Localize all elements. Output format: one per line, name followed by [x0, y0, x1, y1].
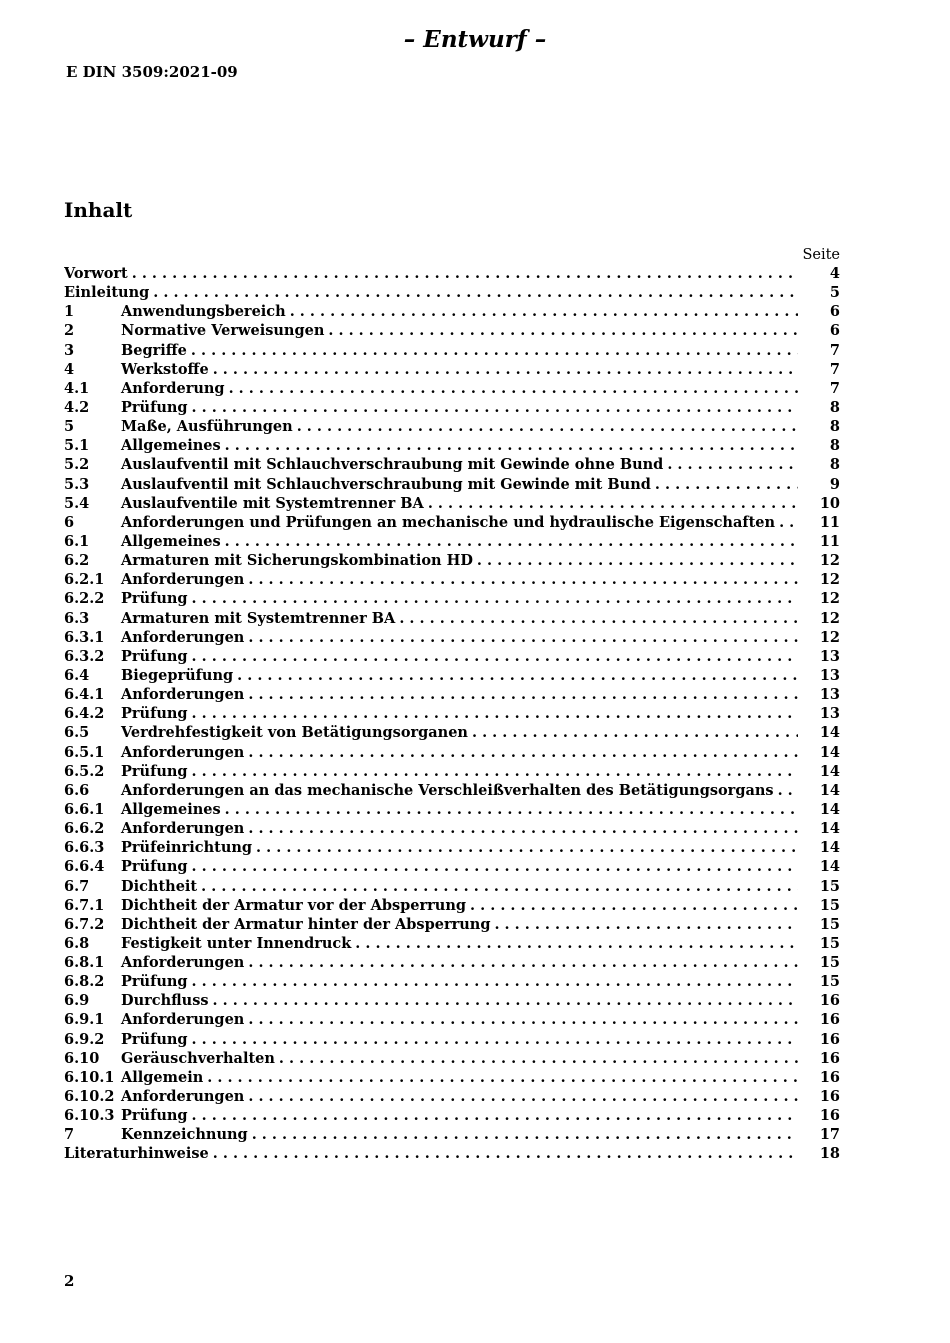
toc-entry-title: Allgemeines	[121, 800, 221, 818]
toc-dot-leader	[153, 283, 798, 302]
toc-entry-title: Auslaufventile mit Systemtrenner BA	[121, 494, 424, 512]
toc-dot-leader	[248, 953, 798, 972]
toc-entry-title: Anforderungen	[121, 686, 245, 704]
toc-entry[interactable]	[64, 379, 840, 398]
toc-entry-page: 13	[819, 705, 840, 723]
toc-entry-title: Auslaufventil mit Schlauchverschraubung mit Gewinde ohne Bund	[121, 456, 664, 474]
page-number: 2	[64, 1272, 75, 1290]
toc-entry-page: 13	[819, 666, 840, 684]
toc-entry-title: Prüfung	[121, 858, 188, 876]
toc-entry-page: 15	[819, 877, 840, 895]
toc-entry-page: 14	[819, 800, 840, 818]
toc-entry[interactable]	[64, 417, 840, 436]
toc-entry-title: Armaturen mit Systemtrenner BA	[121, 609, 396, 627]
toc-entry[interactable]	[64, 991, 840, 1010]
toc-entry[interactable]	[64, 570, 840, 589]
toc-entry[interactable]	[64, 877, 840, 896]
toc-entry-page: 11	[819, 532, 840, 550]
toc-entry-title: Prüfung	[121, 762, 188, 780]
toc-entry[interactable]	[64, 723, 840, 742]
toc-entry-title: Anwendungsbereich	[121, 303, 286, 321]
toc-dot-leader	[428, 494, 798, 513]
toc-entry-page: 14	[819, 743, 840, 761]
toc-dot-leader	[201, 877, 798, 896]
toc-entry-number: 6.6.2	[64, 820, 105, 838]
toc-entry-number: 6.8.2	[64, 973, 105, 991]
toc-entry-number: 6.6.4	[64, 858, 105, 876]
toc-entry[interactable]	[64, 436, 840, 455]
toc-dot-leader	[192, 762, 798, 781]
toc-entry-number: 6.4.1	[64, 686, 105, 704]
toc-entry-page: 16	[819, 1011, 840, 1029]
toc-entry-number: 5.4	[64, 494, 90, 512]
toc-entry[interactable]	[64, 589, 840, 608]
toc-entry-number: 1	[64, 303, 75, 321]
toc-entry-number: 6.6	[64, 781, 90, 799]
toc-dot-leader	[213, 360, 798, 379]
toc-entry-number: 7	[64, 1126, 75, 1144]
toc-entry-number: 5.3	[64, 475, 90, 493]
toc-entry-page: 8	[829, 437, 840, 455]
toc-entry[interactable]	[64, 934, 840, 953]
table-of-contents	[64, 264, 840, 1164]
toc-dot-leader	[248, 570, 798, 589]
toc-entry-title: Allgemeines	[121, 532, 221, 550]
toc-entry-number: 6.4	[64, 666, 90, 684]
toc-entry-page: 5	[829, 284, 840, 302]
toc-entry-page: 14	[819, 762, 840, 780]
toc-entry-title: Prüfung	[121, 1107, 188, 1125]
toc-entry-page: 16	[819, 992, 840, 1010]
toc-entry-page: 9	[829, 475, 840, 493]
toc-entry-number: 6.7.2	[64, 915, 105, 933]
toc-entry[interactable]	[64, 1049, 840, 1068]
toc-entry-title: Prüfung	[121, 647, 188, 665]
toc-entry-title: Biegeprüfung	[121, 666, 234, 684]
toc-entry[interactable]	[64, 704, 840, 723]
toc-entry-title: Literaturhinweise	[64, 1145, 209, 1163]
toc-entry-page: 12	[819, 590, 840, 608]
toc-entry-page: 11	[819, 513, 840, 531]
toc-entry-title: Anforderungen	[121, 954, 245, 972]
toc-entry-page: 14	[819, 839, 840, 857]
toc-entry-page: 15	[819, 915, 840, 933]
toc-entry-title: Prüfung	[121, 1030, 188, 1048]
toc-dot-leader	[192, 647, 798, 666]
toc-entry-title: Auslaufventil mit Schlauchverschraubung mit Gewinde mit Bund	[121, 475, 651, 493]
toc-entry-title: Dichtheit der Armatur hinter der Absperrung	[121, 915, 491, 933]
toc-entry[interactable]	[64, 1106, 840, 1125]
toc-entry-page: 16	[819, 1049, 840, 1067]
toc-entry[interactable]	[64, 398, 840, 417]
toc-dot-leader	[192, 1106, 798, 1125]
toc-entry-number: 6.3.2	[64, 647, 105, 665]
toc-entry-page: 16	[819, 1107, 840, 1125]
toc-dot-leader	[207, 1068, 798, 1087]
toc-entry-title: Prüfung	[121, 590, 188, 608]
toc-entry-number: 6.5.2	[64, 762, 105, 780]
toc-entry-title: Maße, Ausführungen	[121, 418, 293, 436]
toc-entry-page: 10	[819, 494, 840, 512]
toc-entry-title: Anforderungen	[121, 743, 245, 761]
toc-entry[interactable]	[64, 360, 840, 379]
toc-entry-title: Prüfung	[121, 973, 188, 991]
toc-entry-page: 14	[819, 820, 840, 838]
toc-entry-page: 6	[829, 303, 840, 321]
toc-dot-leader	[248, 1010, 798, 1029]
toc-entry-title: Prüfung	[121, 398, 188, 416]
toc-dot-leader	[248, 743, 798, 762]
toc-entry[interactable]	[64, 494, 840, 513]
toc-dot-leader	[192, 972, 798, 991]
toc-dot-leader	[252, 1125, 798, 1144]
toc-dot-leader	[192, 1030, 798, 1049]
toc-entry[interactable]	[64, 532, 840, 551]
toc-entry-page: 4	[829, 265, 840, 282]
toc-entry-number: 6.2.1	[64, 571, 105, 589]
toc-entry-number: 6.6.3	[64, 839, 105, 857]
toc-entry[interactable]	[64, 302, 840, 321]
toc-entry-title: Vorwort	[64, 265, 128, 282]
toc-entry[interactable]	[64, 513, 840, 532]
toc-dot-leader	[477, 551, 798, 570]
toc-entry[interactable]	[64, 685, 840, 704]
toc-dot-leader	[192, 589, 798, 608]
toc-entry-page: 14	[819, 724, 840, 742]
toc-entry-number: 6	[64, 513, 75, 531]
toc-entry[interactable]	[64, 953, 840, 972]
toc-dot-leader	[191, 341, 798, 360]
toc-entry[interactable]	[64, 857, 840, 876]
toc-entry-page: 15	[819, 934, 840, 952]
toc-entry-number: 6.5.1	[64, 743, 105, 761]
toc-entry-number: 5.1	[64, 437, 90, 455]
toc-entry[interactable]	[64, 781, 840, 800]
toc-dot-leader	[248, 819, 798, 838]
toc-entry-number: 6.3	[64, 609, 90, 627]
toc-entry[interactable]	[64, 475, 840, 494]
toc-entry-title: Begriffe	[121, 341, 187, 359]
toc-entry-page: 15	[819, 954, 840, 972]
toc-entry-page: 13	[819, 647, 840, 665]
toc-entry[interactable]	[64, 341, 840, 360]
toc-entry-number: 3	[64, 341, 75, 359]
toc-entry-page: 6	[829, 322, 840, 340]
toc-dot-leader	[192, 704, 798, 723]
toc-entry-page: 12	[819, 609, 840, 627]
toc-entry-page: 7	[829, 360, 840, 378]
toc-entry-page: 7	[829, 341, 840, 359]
toc-entry-title: Armaturen mit Sicherungskombination HD	[121, 552, 473, 570]
toc-entry-page: 18	[819, 1145, 840, 1163]
toc-entry[interactable]	[64, 896, 840, 915]
toc-entry-page: 15	[819, 896, 840, 914]
toc-entry[interactable]	[64, 1010, 840, 1029]
toc-entry-number: 4	[64, 360, 75, 378]
toc-entry[interactable]	[64, 972, 840, 991]
toc-entry[interactable]	[64, 628, 840, 647]
toc-entry-title: Anforderungen	[121, 1011, 245, 1029]
toc-entry-number: 6.7.1	[64, 896, 105, 914]
toc-dot-leader	[279, 1049, 798, 1068]
toc-entry-number: 6.10.3	[64, 1107, 115, 1125]
toc-entry-number: 6.10.1	[64, 1068, 115, 1086]
toc-dot-leader	[248, 628, 798, 647]
toc-dot-leader	[248, 1087, 798, 1106]
toc-entry-title: Prüfung	[121, 705, 188, 723]
toc-entry-title: Anforderungen	[121, 571, 245, 589]
toc-dot-leader	[256, 838, 798, 857]
toc-dot-leader	[225, 800, 798, 819]
toc-dot-leader	[213, 991, 798, 1010]
toc-entry[interactable]	[64, 743, 840, 762]
toc-entry-page: 12	[819, 628, 840, 646]
toc-entry-page: 8	[829, 418, 840, 436]
toc-entry[interactable]	[64, 647, 840, 666]
toc-dot-leader	[132, 264, 798, 283]
toc-entry[interactable]	[64, 455, 840, 474]
toc-entry[interactable]	[64, 1068, 840, 1087]
toc-entry-number: 6.3.1	[64, 628, 105, 646]
toc-dot-leader	[779, 513, 798, 532]
toc-entry-page: 15	[819, 973, 840, 991]
toc-entry[interactable]	[64, 264, 840, 283]
toc-entry[interactable]	[64, 762, 840, 781]
toc-dot-leader	[470, 896, 798, 915]
toc-entry-title: Dichtheit der Armatur vor der Absperrung	[121, 896, 467, 914]
toc-entry-title: Dichtheit	[121, 877, 198, 895]
toc-entry[interactable]	[64, 551, 840, 570]
toc-entry-page: 16	[819, 1088, 840, 1106]
toc-entry-title: Anforderung	[121, 379, 225, 397]
toc-entry-title: Allgemein	[121, 1068, 204, 1086]
toc-entry[interactable]	[64, 915, 840, 934]
toc-dot-leader	[328, 321, 798, 340]
toc-entry[interactable]	[64, 1087, 840, 1106]
toc-entry[interactable]	[64, 819, 840, 838]
toc-entry-title: Werkstoffe	[121, 360, 209, 378]
toc-entry-page: 16	[819, 1030, 840, 1048]
page-column-label: Seite	[802, 247, 840, 263]
toc-dot-leader	[192, 398, 798, 417]
toc-entry-title: Anforderungen	[121, 820, 245, 838]
toc-heading: Inhalt	[64, 198, 133, 222]
toc-entry-title: Geräuschverhalten	[121, 1049, 275, 1067]
toc-entry-title: Anforderungen und Prüfungen an mechanische und hydraulische Eigenschaften	[121, 513, 776, 531]
toc-entry-title: Anforderungen	[121, 628, 245, 646]
toc-entry-title: Verdrehfestigkeit von Betätigungsorganen	[121, 724, 468, 742]
toc-dot-leader	[290, 302, 798, 321]
toc-entry-title: Anforderungen	[121, 1088, 245, 1106]
toc-entry-number: 6.7	[64, 877, 90, 895]
toc-dot-leader	[192, 857, 798, 876]
toc-dot-leader	[494, 915, 798, 934]
toc-dot-leader	[355, 934, 798, 953]
toc-entry-number: 5	[64, 418, 75, 436]
toc-entry-page: 14	[819, 781, 840, 799]
toc-entry[interactable]	[64, 666, 840, 685]
toc-dot-leader	[667, 455, 798, 474]
draft-title: – Entwurf –	[403, 26, 547, 53]
toc-entry-number: 6.4.2	[64, 705, 105, 723]
toc-dot-leader	[237, 666, 798, 685]
toc-entry-title: Prüfeinrichtung	[121, 839, 253, 857]
toc-entry-title: Kennzeichnung	[121, 1126, 248, 1144]
toc-entry[interactable]	[64, 321, 840, 340]
toc-entry[interactable]	[64, 1144, 840, 1163]
toc-entry-number: 6.2.2	[64, 590, 105, 608]
toc-entry-number: 4.2	[64, 398, 90, 416]
toc-entry-title: Normative Verweisungen	[121, 322, 325, 340]
toc-entry-title: Einleitung	[64, 284, 150, 302]
toc-entry-page: 8	[829, 398, 840, 416]
toc-entry[interactable]	[64, 800, 840, 819]
toc-dot-leader	[399, 609, 798, 628]
toc-entry-page: 17	[819, 1126, 840, 1144]
document-id: E DIN 3509:2021-09	[66, 63, 238, 81]
toc-dot-leader	[778, 781, 798, 800]
toc-dot-leader	[472, 723, 798, 742]
toc-entry-number: 6.10.2	[64, 1088, 115, 1106]
toc-entry[interactable]	[64, 838, 840, 857]
toc-entry-number: 4.1	[64, 379, 90, 397]
toc-entry-page: 14	[819, 858, 840, 876]
toc-entry-number: 5.2	[64, 456, 90, 474]
toc-entry-title: Anforderungen an das mechanische Verschleißverhalten des Betätigungsorgans	[121, 781, 774, 799]
toc-entry-number: 6.9.1	[64, 1011, 105, 1029]
toc-entry[interactable]	[64, 283, 840, 302]
toc-entry[interactable]	[64, 1030, 840, 1049]
toc-entry-title: Festigkeit unter Innendruck	[121, 934, 352, 952]
toc-entry-number: 6.5	[64, 724, 90, 742]
toc-dot-leader	[229, 379, 798, 398]
toc-entry-number: 6.9	[64, 992, 90, 1010]
toc-entry-number: 6.10	[64, 1049, 100, 1067]
toc-entry-page: 7	[829, 379, 840, 397]
toc-entry-number: 6.8.1	[64, 954, 105, 972]
toc-entry-number: 6.9.2	[64, 1030, 105, 1048]
toc-entry-number: 2	[64, 322, 75, 340]
toc-entry-page: 8	[829, 456, 840, 474]
toc-dot-leader	[655, 475, 798, 494]
toc-entry[interactable]	[64, 609, 840, 628]
toc-entry-page: 12	[819, 571, 840, 589]
toc-dot-leader	[225, 436, 798, 455]
toc-dot-leader	[225, 532, 798, 551]
toc-dot-leader	[248, 685, 798, 704]
toc-entry-title: Durchfluss	[121, 992, 209, 1010]
toc-entry[interactable]	[64, 1125, 840, 1144]
toc-entry-number: 6.6.1	[64, 800, 105, 818]
toc-entry-page: 12	[819, 552, 840, 570]
toc-entry-number: 6.1	[64, 532, 90, 550]
toc-dot-leader	[213, 1144, 798, 1163]
toc-entry-number: 6.8	[64, 934, 90, 952]
toc-entry-page: 16	[819, 1068, 840, 1086]
toc-entry-title: Allgemeines	[121, 437, 221, 455]
toc-dot-leader	[297, 417, 798, 436]
toc-entry-page: 13	[819, 686, 840, 704]
toc-entry-number: 6.2	[64, 552, 90, 570]
